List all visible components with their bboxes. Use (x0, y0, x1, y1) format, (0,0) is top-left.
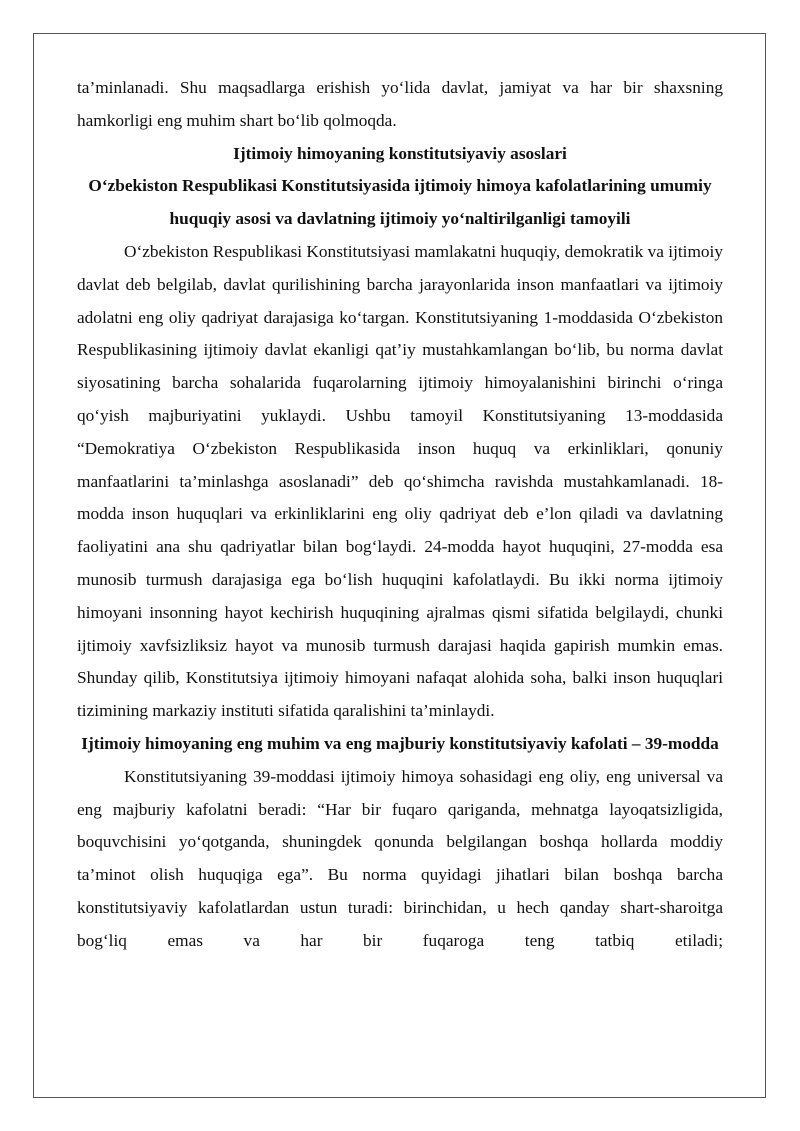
document-body (77, 72, 723, 958)
paragraph-constitution-basis: O‘zbekiston Respublikasi Konstitutsiyasi mamlakatni huquqiy, demokratik va ijtimoiy davlat deb belgilab, davlat qurilishining barcha jarayonlarida inson manfaatlari va ijtimoiy adolatni eng oliy qadriyat darajasiga ko‘targan. Konstitutsiyaning 1-moddasida O‘zbekiston Respublikasining ijtimoiy davlat ekanligi qat’iy mustahkamlangan bo‘lib, bu norma davlat siyosatining barcha sohalarida fuqarolarning ijtimoiy himoyalanishini birinchi o‘ringa qo‘yish majburiyatini yuklaydi. Ushbu tamoyil Konstitutsiyaning 13-moddasida “Demokratiya O‘zbekiston Respublikasida inson huquq va erkinliklari, qonuniy manfaatlarini ta’minlashga asoslanadi” deb qo‘shimcha ravishda mustahkamlanadi. 18-modda inson huquqlari va erkinliklarini eng oliy qadriyat deb e’lon qiladi va davlatning faoliyatini ana shu qadriyatlar bilan bog‘laydi. 24-modda hayot huquqini, 27-modda esa munosib turmush darajasiga ega bo‘lish huquqini kafolatlaydi. Bu ikki norma ijtimoiy himoyani insonning hayot kechirish huquqining ajralmas qismi sifatida belgilaydi, chunki ijtimoiy xavfsizliksiz hayot va munosib turmush darajasi haqida gapirish mumkin emas. Shunday qilib, Konstitutsiya ijtimoiy himoyani nafaqat alohida soha, balki inson huquqlari tizimining markaziy instituti sifatida qaralishini ta’minlaydi. (77, 241, 723, 721)
paragraph-article-39: Konstitutsiyaning 39-moddasi ijtimoiy himoya sohasidagi eng oliy, eng universal va eng majburiy kafolatni beradi: “Har bir fuqaro qariganda, mehnatga layoqatsizligida, boquvchisini yo‘qotganda, shuningdek qonunda belgilangan boshqa hollarda moddiy ta’minot olish huquqiga ega”. Bu norma quyidagi jihatlari bilan boshqa barcha konstitutsiyaviy kafolatlardan ustun turadi: birinchidan, u hech qanday shart-sharoitga bog‘liq emas va har bir fuqaroga teng tatbiq etiladi; (77, 766, 723, 950)
subsection-heading-article-39: Ijtimoiy himoyaning eng muhim va eng majburiy konstitutsiyaviy kafolati – 39-modda (81, 733, 719, 753)
subsection-heading: O‘zbekiston Respublikasi Konstitutsiyasida ijtimoiy himoya kafolatlarining umumiy huquqiy asosi va davlatning ijtimoiy yo‘naltirilganligi tamoyili (88, 176, 712, 229)
paragraph-continuation: ta’minlanadi. Shu maqsadlarga erishish yo‘lida davlat, jamiyat va har bir shaxsning hamkorligi eng muhim shart bo‘lib qolmoqda. (77, 78, 723, 130)
section-heading: Ijtimoiy himoyaning konstitutsiyaviy asoslari (233, 143, 567, 163)
